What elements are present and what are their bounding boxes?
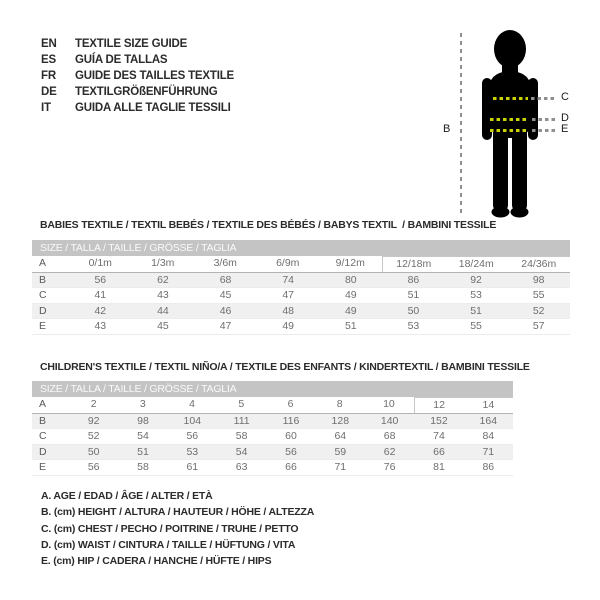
language-code: EN — [41, 38, 57, 50]
size-value-cell: 104 — [183, 414, 202, 427]
size-value-cell: 56 — [94, 273, 107, 286]
size-value-cell: 49 — [344, 304, 357, 317]
row-letter: D — [39, 445, 47, 458]
size-value-cell: 9/12m — [335, 257, 365, 269]
size-value-cell: 18/24m — [445, 256, 508, 272]
size-value-cell: 51 — [344, 320, 357, 332]
size-value-cell: 92 — [470, 273, 482, 286]
size-value-cell: 8 — [336, 398, 343, 410]
size-value-cell: 6 — [287, 398, 294, 410]
language-code: FR — [41, 70, 56, 82]
chest-guide-line — [531, 97, 555, 100]
size-value-cell: 84 — [482, 430, 495, 442]
size-value-cell: 60 — [285, 430, 297, 442]
babies-size-header: SIZE / TALLA / TAILLE / GRÖSSE / TAGLIA — [32, 240, 570, 256]
size-value-cell: 66 — [285, 461, 297, 473]
size-value-cell: 44 — [157, 304, 169, 317]
legend-line: A. AGE / EDAD / ÂGE / ALTER / ETÀ — [41, 490, 213, 502]
size-value-cell: 164 — [479, 414, 498, 427]
waist-measure-line — [490, 118, 529, 121]
size-value-cell: 47 — [219, 320, 232, 332]
size-value-cell: 81 — [433, 461, 445, 473]
size-value-cell: 24/36m — [508, 256, 571, 272]
size-value-cell: 46 — [219, 304, 232, 317]
size-value-cell: 86 — [407, 273, 420, 286]
measurement-legend — [41, 488, 314, 569]
size-value-cell: 98 — [137, 414, 149, 427]
size-value-cell: 71 — [482, 445, 495, 458]
size-value-cell: 45 — [157, 320, 169, 332]
size-value-cell: 54 — [137, 430, 149, 442]
size-value-cell: 42 — [94, 304, 107, 317]
size-value-cell: 80 — [344, 273, 357, 286]
size-value-cell: 56 — [186, 430, 199, 442]
size-value-cell: 68 — [383, 430, 396, 442]
babies-row-c — [32, 288, 570, 304]
size-value-cell: 43 — [94, 320, 107, 332]
children-row-a — [32, 397, 513, 414]
size-value-cell: 128 — [331, 414, 350, 427]
legend-line: C. (cm) CHEST / PECHO / POITRINE / TRUHE / PETTO — [41, 522, 299, 535]
children-section-title: CHILDREN'S TEXTILE / TEXTIL NIÑO/A / TEXTILE DES ENFANTS / KINDERTEXTIL / BAMBINI TESSILE — [40, 361, 530, 373]
size-value-cell: 45 — [219, 289, 232, 301]
size-value-cell: 98 — [532, 273, 545, 286]
size-value-cell: 62 — [157, 273, 169, 286]
size-value-cell: 2 — [90, 398, 97, 410]
size-value-cell: 52 — [87, 430, 100, 442]
size-value-cell: 3 — [139, 398, 146, 410]
row-letter: C — [39, 289, 47, 301]
size-value-cell: 58 — [137, 461, 149, 473]
children-row-c — [32, 429, 513, 445]
row-letter: B — [39, 414, 47, 427]
size-value-cell: 12 — [414, 397, 464, 413]
size-value-cell: 5 — [238, 398, 245, 410]
language-row — [41, 52, 234, 68]
size-value-cell: 116 — [282, 414, 300, 427]
legend-line: E. (cm) HIP / CADERA / HANCHE / HÜFTE / HIPS — [41, 555, 272, 568]
language-code: DE — [41, 86, 57, 98]
size-value-cell: 55 — [532, 289, 545, 301]
chest-measure-line — [493, 97, 528, 100]
size-value-cell: 61 — [186, 461, 199, 473]
hip-label: E — [561, 123, 569, 135]
row-letter: C — [39, 430, 47, 442]
size-value-cell: 51 — [407, 289, 420, 301]
size-value-cell: 53 — [407, 320, 420, 332]
height-label: B — [443, 123, 451, 135]
size-value-cell: 53 — [186, 445, 199, 458]
size-value-cell: 63 — [235, 461, 248, 473]
language-title: GUIDA ALLE TAGLIE TESSILI — [75, 102, 231, 114]
row-letter: E — [39, 320, 47, 332]
language-code: ES — [41, 54, 56, 66]
size-value-cell: 1/3m — [151, 257, 175, 269]
size-value-cell: 50 — [87, 445, 100, 458]
size-value-cell: 71 — [334, 461, 347, 473]
size-value-cell: 6/9m — [276, 257, 300, 269]
size-value-cell: 49 — [282, 320, 295, 332]
language-title: TEXTILGRÖßENFÜHRUNG — [75, 86, 218, 98]
hip-measure-line — [490, 129, 529, 132]
children-row-b — [32, 414, 513, 430]
language-code: IT — [41, 102, 51, 114]
babies-row-d — [32, 304, 570, 320]
babies-size-table — [32, 240, 570, 335]
size-value-cell: 55 — [470, 320, 482, 332]
size-value-cell: 86 — [482, 461, 495, 473]
size-value-cell: 4 — [189, 398, 195, 410]
babies-row-b — [32, 273, 570, 289]
size-value-cell: 74 — [433, 430, 445, 442]
language-row — [41, 36, 234, 52]
language-title: GUÍA DE TALLAS — [75, 54, 168, 66]
size-value-cell: 152 — [430, 414, 448, 427]
size-value-cell: 59 — [334, 445, 347, 458]
size-value-cell: 51 — [137, 445, 149, 458]
legend-line: D. (cm) WAIST / CINTURA / TAILLE / HÜFTUNG / VITA — [41, 538, 296, 551]
language-title-list — [41, 36, 234, 116]
measurement-figure — [430, 10, 600, 225]
child-silhouette — [475, 26, 545, 218]
row-letter: E — [39, 461, 47, 473]
size-value-cell: 41 — [94, 289, 107, 301]
size-value-cell: 49 — [344, 289, 357, 301]
size-value-cell: 76 — [383, 461, 396, 473]
babies-row-e — [32, 319, 570, 335]
size-value-cell: 3/6m — [213, 257, 237, 269]
size-value-cell: 52 — [532, 304, 545, 317]
language-row — [41, 68, 234, 84]
size-value-cell: 58 — [235, 430, 248, 442]
language-row — [41, 84, 234, 100]
size-value-cell: 74 — [282, 273, 295, 286]
size-value-cell: 12/18m — [382, 256, 446, 272]
size-value-cell: 10 — [383, 398, 395, 410]
chest-label: C — [561, 91, 569, 103]
row-letter: A — [39, 257, 47, 269]
babies-section-title: BABIES TEXTILE / TEXTIL BEBÉS / TEXTILE DES BÉBÉS / BABYS TEXTIL / BAMBINI TESSILE — [40, 219, 497, 231]
size-value-cell: 47 — [282, 289, 295, 301]
size-value-cell: 56 — [285, 445, 297, 458]
waist-label: D — [561, 112, 569, 124]
size-value-cell: 111 — [233, 414, 250, 427]
size-value-cell: 53 — [470, 289, 482, 301]
size-value-cell: 48 — [282, 304, 295, 317]
size-value-cell: 14 — [464, 397, 513, 413]
legend-line: B. (cm) HEIGHT / ALTURA / HAUTEUR / HÖHE / ALTEZZA — [41, 506, 315, 519]
row-letter: B — [39, 273, 47, 286]
size-value-cell: 92 — [87, 414, 100, 427]
children-size-header: SIZE / TALLA / TAILLE / GRÖSSE / TAGLIA — [32, 381, 513, 397]
children-row-d — [32, 445, 513, 461]
size-value-cell: 43 — [157, 289, 169, 301]
size-value-cell: 56 — [87, 461, 100, 473]
language-title: GUIDE DES TAILLES TEXTILE — [75, 70, 234, 82]
waist-guide-line — [532, 118, 555, 121]
size-value-cell: 54 — [235, 445, 248, 458]
height-guide-line — [460, 33, 462, 213]
language-row — [41, 100, 234, 116]
size-value-cell: 62 — [383, 445, 396, 458]
size-value-cell: 0/1m — [88, 257, 112, 269]
hip-guide-line — [532, 129, 555, 132]
size-value-cell: 64 — [334, 430, 347, 442]
row-letter: D — [39, 304, 47, 317]
size-value-cell: 57 — [532, 320, 545, 332]
size-value-cell: 68 — [219, 273, 232, 286]
size-value-cell: 66 — [433, 445, 445, 458]
children-size-table — [32, 381, 513, 476]
children-row-e — [32, 460, 513, 476]
size-value-cell: 51 — [470, 304, 482, 317]
language-title: TEXTILE SIZE GUIDE — [75, 38, 188, 50]
size-value-cell: 140 — [380, 414, 399, 427]
row-letter: A — [39, 398, 47, 410]
babies-row-a — [32, 256, 570, 273]
size-value-cell: 50 — [407, 304, 420, 317]
